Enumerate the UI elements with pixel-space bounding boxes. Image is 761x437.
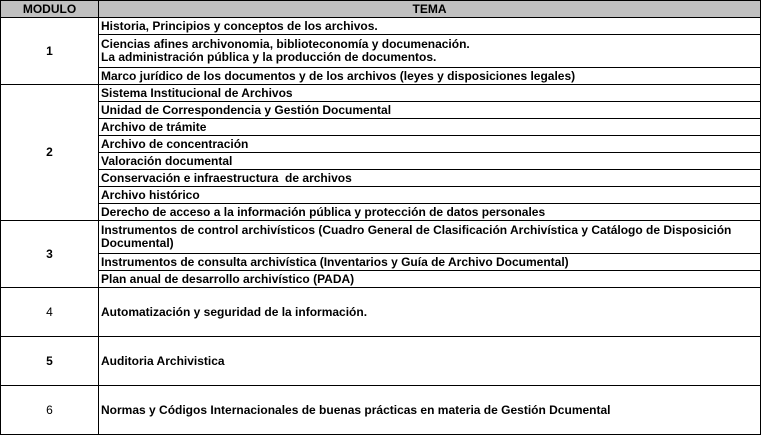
table-row xyxy=(1,204,761,221)
table-row xyxy=(1,35,761,68)
table-row xyxy=(1,136,761,153)
topic-cell: Instrumentos de consulta archivística (Inventarios y Guía de Archivo Documental) xyxy=(99,254,761,271)
header-row xyxy=(1,1,761,18)
table-row xyxy=(1,119,761,136)
topic-cell: Ciencias afines archivonomia, biblioteconomía y documenación. La administración pública y la producción de documentos. xyxy=(99,35,761,68)
table-row xyxy=(1,288,761,337)
topic-cell: Auditoria Archivistica xyxy=(99,337,761,386)
module-number: 5 xyxy=(1,337,99,386)
module-number: 3 xyxy=(1,221,99,288)
table-row xyxy=(1,102,761,119)
topic-cell: Normas y Códigos Internacionales de buenas prácticas en materia de Gestión Dcumental xyxy=(99,386,761,435)
topic-cell: Sistema Institucional de Archivos xyxy=(99,85,761,102)
topic-cell: Automatización y seguridad de la información. xyxy=(99,288,761,337)
module-number: 4 xyxy=(1,288,99,337)
table-row xyxy=(1,221,761,254)
topic-cell: Historia, Principios y conceptos de los archivos. xyxy=(99,18,761,35)
topic-cell: Valoración documental xyxy=(99,153,761,170)
table-row xyxy=(1,254,761,271)
topic-cell: Marco jurídico de los documentos y de los archivos (leyes y disposiciones legales) xyxy=(99,68,761,85)
topic-cell: Derecho de acceso a la información pública y protección de datos personales xyxy=(99,204,761,221)
module-number: 1 xyxy=(1,18,99,85)
topic-cell: Instrumentos de control archivísticos (Cuadro General de Clasificación Archivística y Catálogo de Disposición Documental) xyxy=(99,221,761,254)
table-row xyxy=(1,187,761,204)
header-tema: TEMA xyxy=(99,1,761,18)
table-row xyxy=(1,85,761,102)
table-row xyxy=(1,153,761,170)
header-modulo: MODULO xyxy=(1,1,99,18)
topic-cell: Conservación e infraestructura de archivos xyxy=(99,170,761,187)
table-row xyxy=(1,386,761,435)
table-row xyxy=(1,337,761,386)
table-row xyxy=(1,170,761,187)
topic-cell: Unidad de Correspondencia y Gestión Documental xyxy=(99,102,761,119)
topic-cell: Plan anual de desarrollo archivístico (PADA) xyxy=(99,271,761,288)
module-number: 6 xyxy=(1,386,99,435)
module-number: 2 xyxy=(1,85,99,221)
table-row xyxy=(1,18,761,35)
table-row xyxy=(1,68,761,85)
topic-cell: Archivo histórico xyxy=(99,187,761,204)
topic-cell: Archivo de concentración xyxy=(99,136,761,153)
topic-cell: Archivo de trámite xyxy=(99,119,761,136)
table-row xyxy=(1,271,761,288)
